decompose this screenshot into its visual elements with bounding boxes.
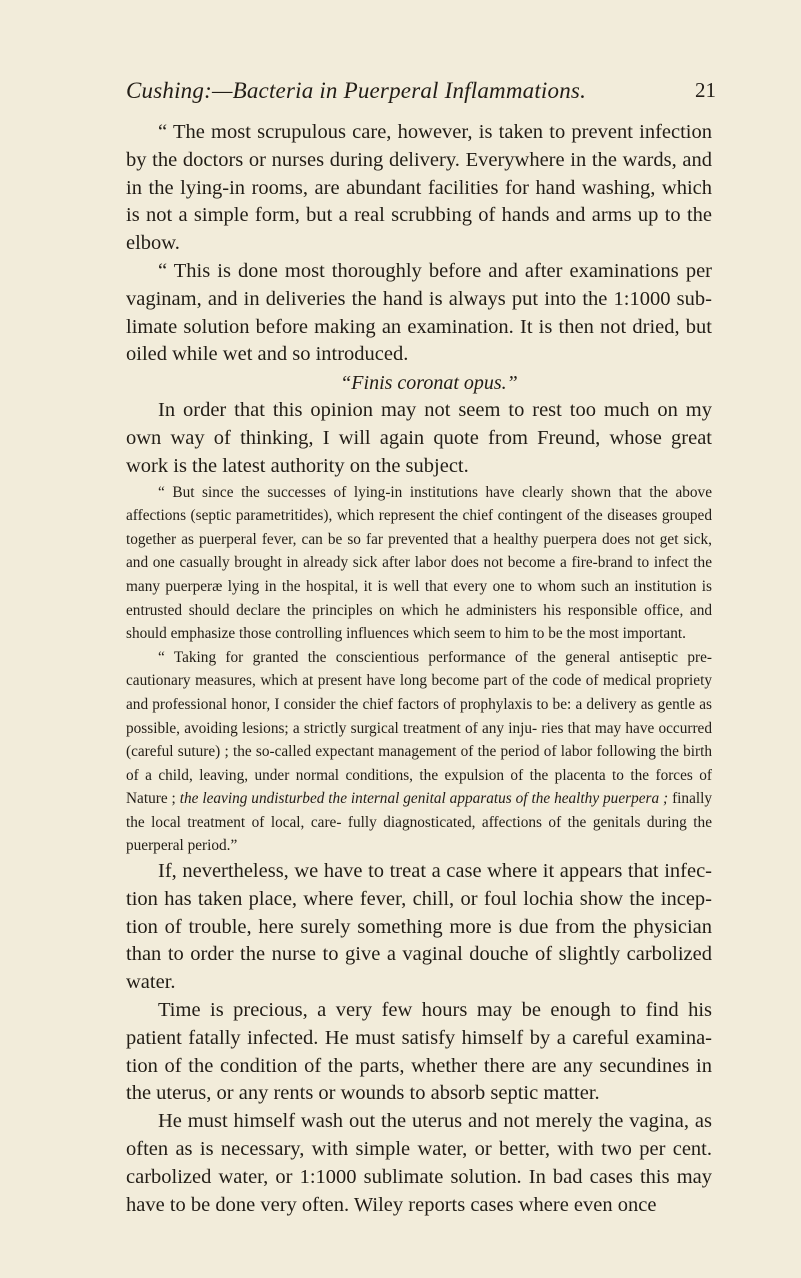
quote-italic-phrase: the leaving undisturbed the internal genital apparatus of the healthy puerpera ; — [179, 790, 669, 808]
paragraph-examinations: “ This is done most thoroughly before and after examinations per vaginam, and in deliveries the hand is always put into the 1:1000 sub- limate solution before making an examination. It is then not dried, but oiled while wet and so introduced. — [126, 259, 712, 366]
quote-text-part-a: “ Taking for granted the conscientious performance of the general antiseptic pre- cautionary measures, which at present have long become part of the code of medical propriety and professional honor, I consider the chief factors of prophylaxis to be: a delivery as gentle as possible, avoiding lesions; a strictly surgical treatment of any inju- ries that may have occurred (careful suture) ; the so-called expectant management of the period of labor following the birth of a child, leaving, under normal conditions, the expulsion of the placenta to the forces of Nature ; — [126, 648, 712, 808]
running-title: Cushing:—Bacteria in Puerperal Inflammations. — [126, 78, 587, 103]
paragraph-time-precious: Time is precious, a very few hours may be enough to find his patient fatally infected. He must satisfy himself by a careful examina- tion of the condition of the parts, whether there are any secundines in the uterus, or any rents or wounds to absorb septic matter. — [126, 999, 712, 1105]
paragraph-hand-washing: “ The most scrupulous care, however, is taken to prevent infection by the doctors or nurses during delivery. Everywhere in the wards, and in the lying-in rooms, are abundant facilities for hand washing, which is not a simple form, but a real scrubbing of hands and arms up to the elbow. — [126, 121, 712, 255]
paragraph-wash-uterus: He must himself wash out the uterus and not merely the vagina, as often as is necessary, with simple water, or better, with two per cent. carbolized water, or 1:1000 sublimate solution. In bad cases this may have to be done very often. Wiley reports cases where even once — [126, 1110, 712, 1216]
latin-quote: “Finis coronat opus.” — [340, 372, 518, 395]
quote-paragraph-successes: “ But since the successes of lying-in institutions have clearly shown that the above affections (septic parametritides), which represent the chief contingent of the diseases grouped together as puerperal fever, can be so far prevented that a healthy puerpera does not get sick, and one casually brought in already sick after labor does not become a fire-brand to infect the many puerperæ lying in the hospital, it is well that every one to whom such an institution is entrusted should declare the principles on which he administers his responsible office, and should emphasize those controlling influences which seem to him to be the most important. — [126, 483, 712, 643]
paragraph-freund-intro: In order that this opinion may not seem to rest too much on my own way of thinking, I will again quote from Freund, whose great work is the latest authority on the subject. — [126, 399, 712, 477]
body-text — [126, 119, 712, 1219]
page-header — [126, 78, 716, 108]
page-number: 21 — [695, 78, 716, 102]
quote-paragraph-prophylaxis — [126, 646, 712, 858]
paragraph-infection: If, nevertheless, we have to treat a case where it appears that infec- tion has taken place, where fever, chill, or foul lochia show the incep- tion of trouble, here surely something more is due from the physician than to order the nurse to give a vaginal douche of slightly carbolized water. — [126, 860, 712, 994]
quote-text-part-b: finally the local treatment of local, care- fully diagnosticated, affections of the genitals during the puerperal period.” — [126, 790, 713, 855]
